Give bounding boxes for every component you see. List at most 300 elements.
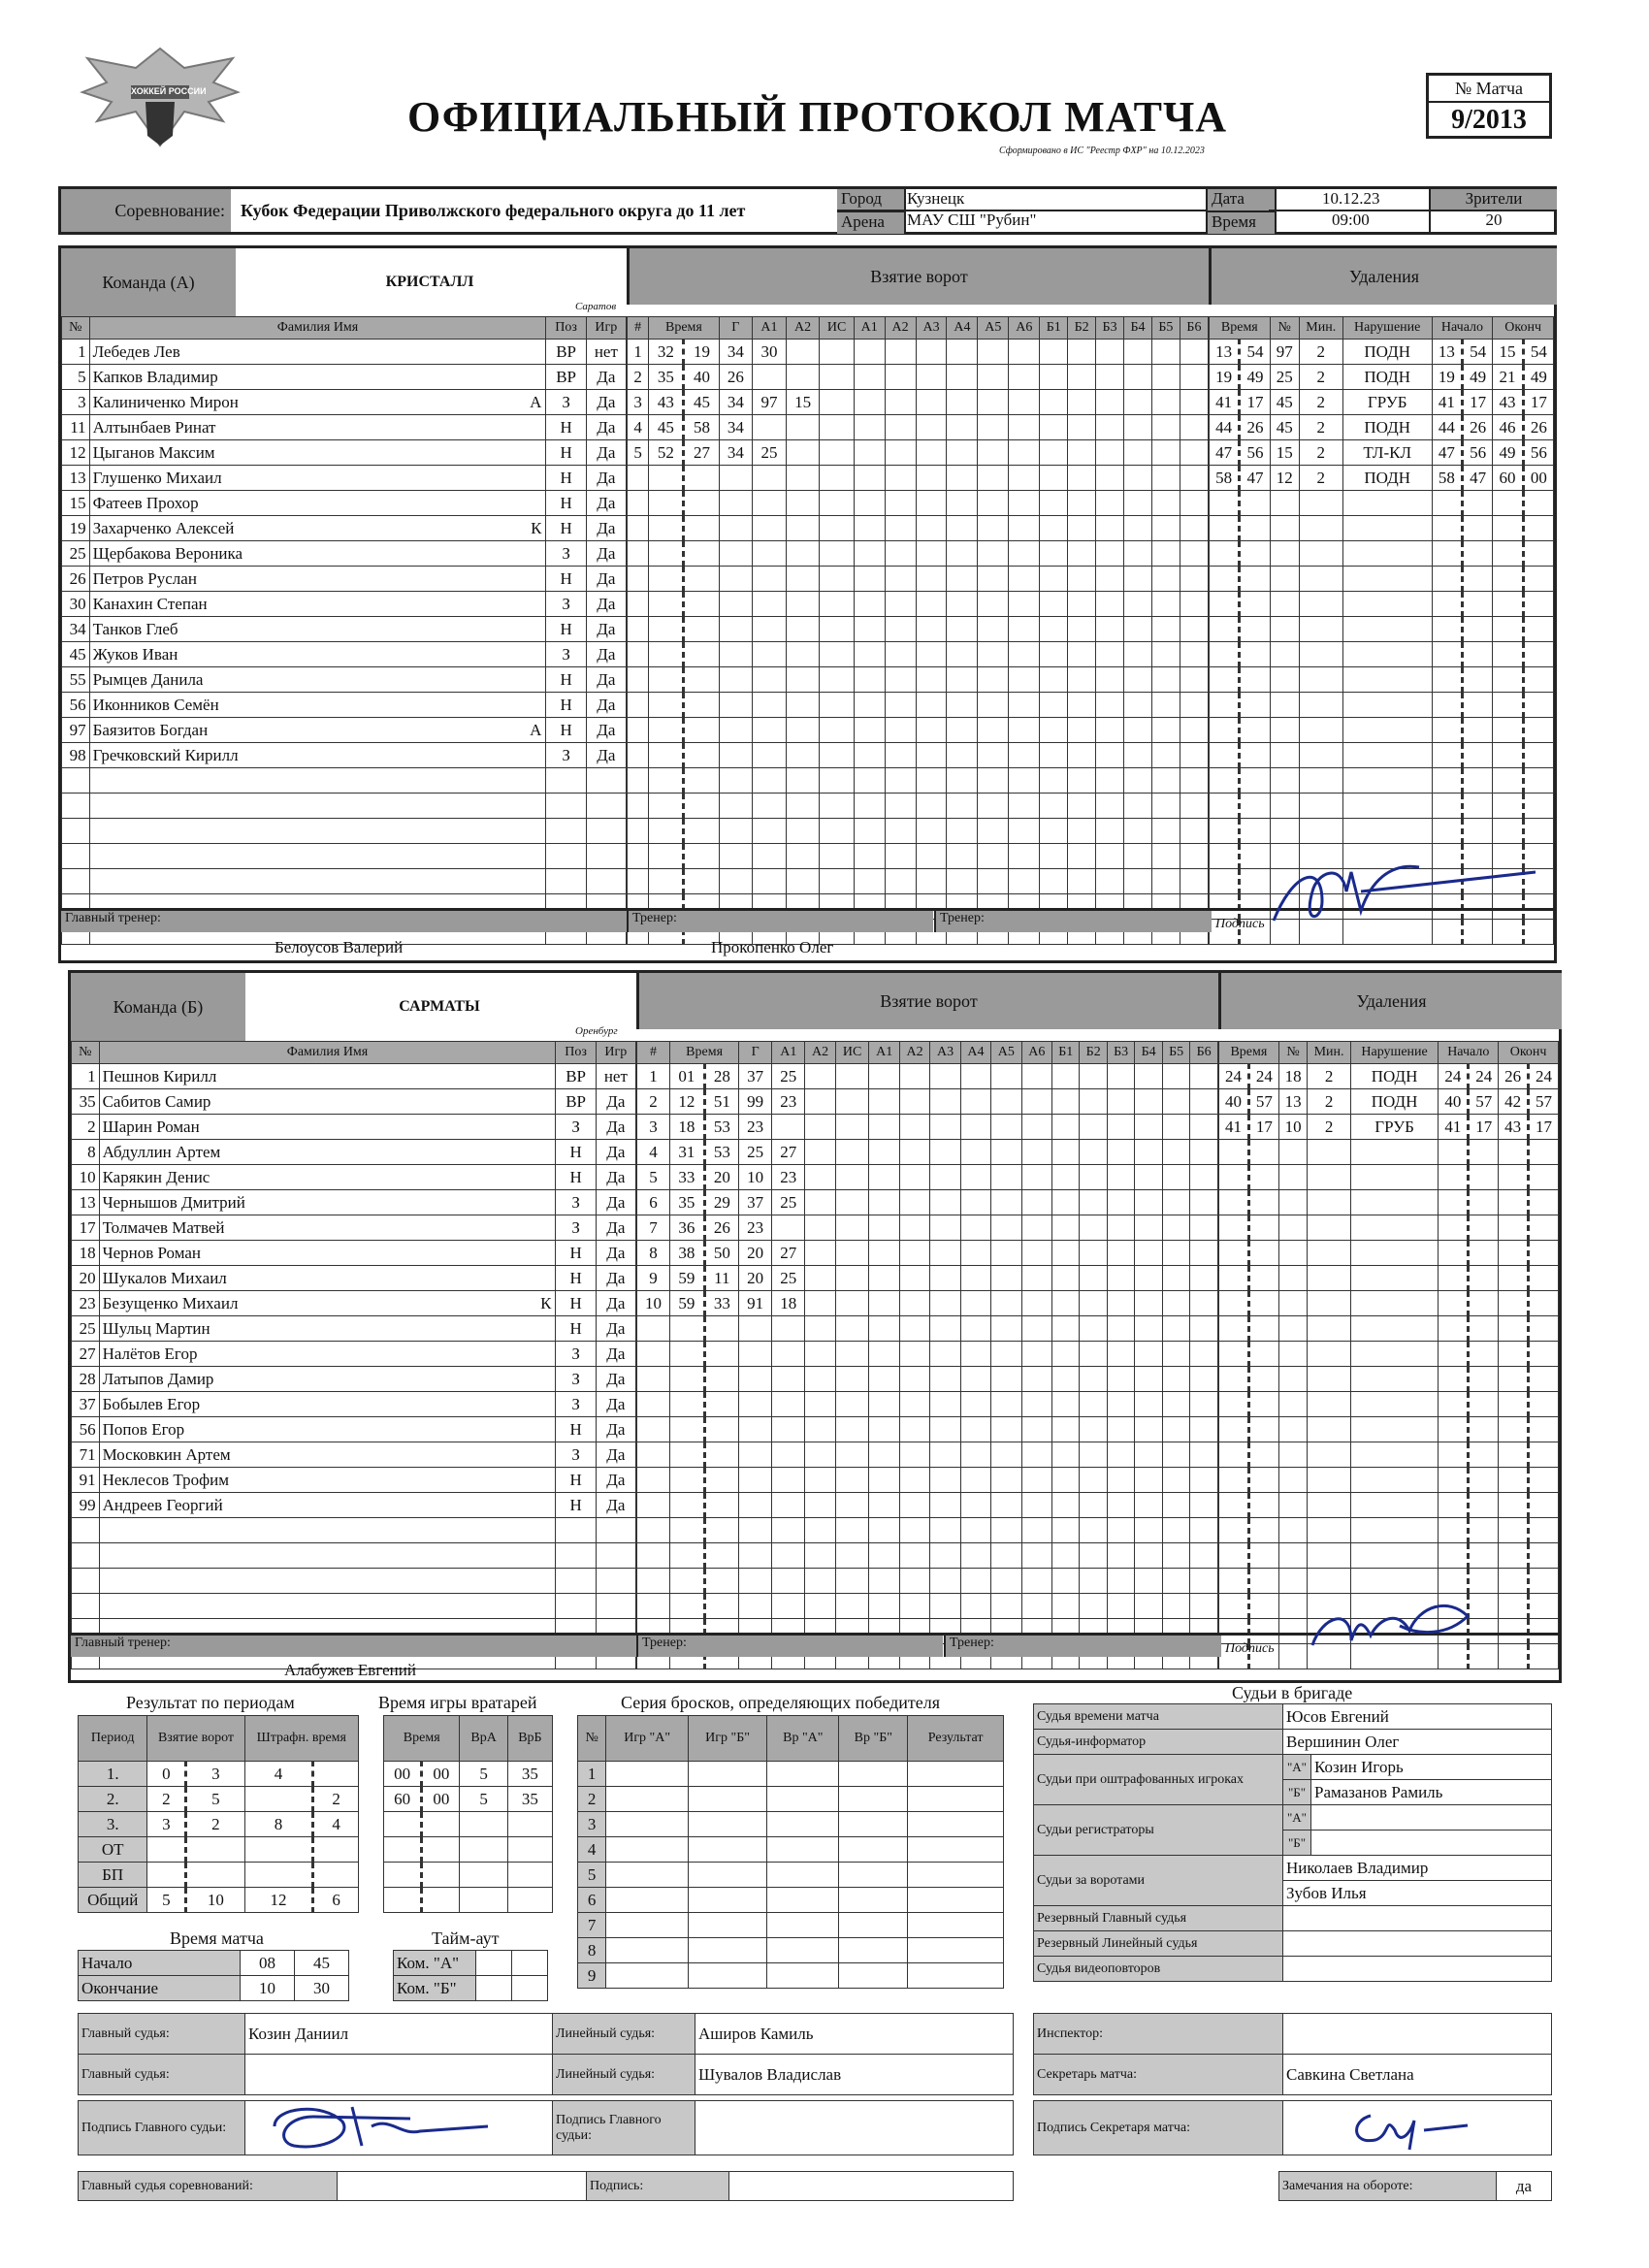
empty-cell [546, 869, 586, 894]
empty-cell [1162, 1190, 1189, 1215]
empty-cell [1469, 1316, 1499, 1342]
empty-cell [960, 1316, 990, 1342]
roster-row [72, 1543, 636, 1569]
empty-cell [1040, 819, 1068, 844]
team-a-name: КРИСТАЛЛ [385, 274, 474, 290]
empty-cell [1190, 1569, 1218, 1594]
player-name-cell [99, 1367, 556, 1392]
empty-cell [947, 743, 978, 768]
pen-second: 57 [1248, 1089, 1278, 1115]
empty-cell [1040, 491, 1068, 516]
player-position: Н [556, 1291, 596, 1316]
empty-cell [916, 567, 947, 592]
empty-cell [1068, 541, 1096, 567]
player-position: З [556, 1442, 596, 1468]
player-played: Да [586, 365, 626, 390]
empty-cell [930, 1518, 960, 1543]
empty-cell [1529, 1442, 1559, 1468]
period-pim-a: 8 [244, 1812, 313, 1837]
secretary-signature [1342, 2101, 1477, 2155]
empty-cell [684, 466, 719, 491]
player-name: Калиниченко Мирон [92, 392, 239, 411]
player-name: Чернышов Дмитрий [102, 1192, 245, 1212]
empty-cell [1124, 567, 1152, 592]
empty-cell [1009, 869, 1040, 894]
penalty-row [1219, 1367, 1559, 1392]
empty-cell [1180, 693, 1208, 718]
empty-cell [719, 869, 753, 894]
pen-col-end: Оконч [1493, 317, 1554, 340]
pen-violation: ТЛ-КЛ [1342, 440, 1432, 466]
empty-cell [1124, 869, 1152, 894]
empty-cell [1308, 1518, 1350, 1543]
coach-label-b: Тренер: [636, 1636, 943, 1657]
player-name: Андреев Георгий [102, 1495, 223, 1514]
col-num: № [72, 1042, 100, 1064]
player-name-cell [89, 440, 546, 466]
goal-minute: 45 [649, 415, 684, 440]
goal-scorer: 91 [739, 1291, 772, 1316]
empty-cell [1190, 1291, 1218, 1316]
empty-cell [1278, 1266, 1308, 1291]
empty-cell [854, 440, 885, 466]
logo [68, 39, 252, 160]
empty-cell [1219, 1140, 1249, 1165]
empty-cell [805, 1392, 835, 1417]
empty-cell [1342, 491, 1432, 516]
empty-cell [1342, 592, 1432, 617]
empty-cell [1190, 1594, 1218, 1619]
empty-cell [628, 743, 649, 768]
empty-cell [1009, 390, 1040, 415]
empty-cell [947, 567, 978, 592]
goal-row [628, 440, 1209, 466]
empty-cell [704, 1342, 739, 1367]
player-name-cell [89, 667, 546, 693]
empty-cell [1080, 1342, 1107, 1367]
empty-cell [1040, 592, 1068, 617]
player-played: Да [596, 1266, 635, 1291]
player-name: Петров Руслан [92, 568, 197, 588]
empty-cell [739, 1316, 772, 1342]
penalty-row [1219, 1392, 1559, 1417]
comp-ref-table [78, 2171, 1014, 2201]
player-position: З [556, 1392, 596, 1417]
player-played: Да [586, 592, 626, 617]
empty-cell [930, 1442, 960, 1468]
empty-cell [546, 794, 586, 819]
roster-row [62, 869, 627, 894]
pen-second: 17 [1248, 1115, 1278, 1140]
empty-cell [1432, 516, 1462, 541]
empty-cell [753, 819, 787, 844]
team-b-name: САРМАТЫ [399, 998, 480, 1015]
empty-cell [1052, 1543, 1080, 1569]
player-played: Да [586, 617, 626, 642]
player-number: 2 [72, 1115, 100, 1140]
empty-cell [1190, 1342, 1218, 1367]
period-goals-a [147, 1837, 186, 1863]
empty-cell [916, 617, 947, 642]
period-row [79, 1812, 359, 1837]
empty-cell [1240, 667, 1270, 693]
goal-row [628, 693, 1209, 718]
pen-start-sec: 17 [1462, 390, 1492, 415]
empty-cell [1462, 693, 1492, 718]
empty-cell [670, 1518, 705, 1543]
empty-cell [854, 541, 885, 567]
empty-cell [1529, 1342, 1559, 1367]
empty-cell [835, 1165, 869, 1190]
penalty-row [1210, 567, 1554, 592]
empty-cell [688, 1787, 766, 1812]
player-played: Да [596, 1367, 635, 1392]
pen-minute: 58 [1210, 466, 1240, 491]
empty-cell [978, 718, 1009, 743]
empty-cell [916, 642, 947, 667]
player-number: 23 [72, 1291, 100, 1316]
empty-cell [637, 1493, 670, 1518]
col-name: Фамилия Имя [89, 317, 546, 340]
empty-cell [1439, 1291, 1469, 1316]
penalty-row [1219, 1417, 1559, 1442]
empty-cell [899, 1266, 929, 1291]
empty-cell [1080, 1266, 1107, 1291]
empty-cell [1462, 617, 1492, 642]
empty-cell [753, 693, 787, 718]
empty-cell [1350, 1442, 1439, 1468]
empty-cell [960, 1417, 990, 1442]
penalty-row [1219, 1165, 1559, 1190]
pen-col-min: Мин. [1299, 317, 1342, 340]
goal-row [637, 1215, 1218, 1241]
penalty-row [1210, 365, 1554, 390]
empty-cell [1135, 1089, 1162, 1115]
empty-cell [1124, 743, 1152, 768]
empty-cell [1068, 743, 1096, 768]
player-number: 11 [62, 415, 90, 440]
empty-cell [649, 693, 684, 718]
empty-cell [1151, 440, 1180, 466]
empty-cell [1151, 541, 1180, 567]
penalty-row [1219, 1518, 1559, 1543]
ref-goal-label: Судьи за воротами [1034, 1856, 1283, 1906]
empty-cell [899, 1140, 929, 1165]
goal-assist-1 [753, 365, 787, 390]
empty-cell [1469, 1493, 1499, 1518]
goal-col-g_g: Г [739, 1042, 772, 1064]
empty-cell [1107, 1266, 1134, 1291]
penalty-row [1210, 390, 1554, 415]
empty-cell [960, 1140, 990, 1165]
empty-cell [991, 1367, 1021, 1392]
empty-cell [1052, 1266, 1080, 1291]
empty-cell [704, 1543, 739, 1569]
player-name-cell [89, 743, 546, 768]
empty-cell [786, 844, 820, 869]
player-number: 56 [62, 693, 90, 718]
period-row [79, 1787, 359, 1812]
empty-cell [1499, 1493, 1529, 1518]
spectators-label: Зрители [1429, 189, 1557, 210]
empty-cell [1278, 1165, 1308, 1190]
empty-cell [885, 567, 916, 592]
empty-cell [628, 794, 649, 819]
goal-col-assist: Б1 [1040, 317, 1068, 340]
info-bar [58, 186, 1557, 235]
goal-scorer: 20 [739, 1241, 772, 1266]
roster-row [72, 1442, 636, 1468]
empty-cell [1469, 1190, 1499, 1215]
empty-cell [1190, 1543, 1218, 1569]
empty-cell [1180, 743, 1208, 768]
empty-cell [1469, 1468, 1499, 1493]
empty-cell [1469, 1291, 1499, 1316]
empty-cell [1350, 1543, 1439, 1569]
player-name: Налётов Егор [102, 1344, 198, 1363]
empty-cell [384, 1837, 422, 1863]
empty-cell [1342, 667, 1432, 693]
player-name: Латыпов Дамир [102, 1369, 214, 1388]
empty-cell [89, 768, 546, 794]
empty-cell [835, 1316, 869, 1342]
empty-cell [1151, 491, 1180, 516]
goal-row [628, 794, 1209, 819]
empty-cell [1135, 1518, 1162, 1543]
empty-cell [1210, 541, 1240, 567]
empty-cell [930, 1241, 960, 1266]
empty-cell [1052, 1215, 1080, 1241]
empty-cell [1162, 1089, 1189, 1115]
empty-cell [1248, 1569, 1278, 1594]
player-name: Канахин Степан [92, 594, 208, 613]
empty-cell [1021, 1417, 1051, 1442]
empty-cell [839, 1812, 908, 1837]
empty-cell [991, 1543, 1021, 1569]
pen-col-end: Оконч [1499, 1042, 1559, 1064]
empty-cell [1052, 1342, 1080, 1367]
secretary-signature-table [1033, 2100, 1552, 2155]
empty-cell [637, 1417, 670, 1442]
empty-cell [1068, 340, 1096, 365]
empty-cell [899, 1594, 929, 1619]
player-position: З [556, 1367, 596, 1392]
empty-cell [991, 1140, 1021, 1165]
empty-cell [1052, 1569, 1080, 1594]
empty-cell [1162, 1165, 1189, 1190]
empty-cell [719, 592, 753, 617]
goal-col-g_time: Время [670, 1042, 739, 1064]
empty-cell [606, 1863, 689, 1888]
player-number: 5 [62, 365, 90, 390]
signature-label-b: Подпись [1225, 1641, 1275, 1656]
pen-start-min: 13 [1432, 340, 1462, 365]
empty-cell [546, 844, 586, 869]
empty-cell [820, 340, 854, 365]
empty-cell [908, 1938, 1004, 1963]
empty-cell [1021, 1215, 1051, 1241]
empty-cell [885, 819, 916, 844]
pen-violation: ПОДН [1342, 415, 1432, 440]
goal-scorer: 26 [719, 365, 753, 390]
goalie-minute: 00 [384, 1762, 422, 1787]
goal-col-g_hash: # [637, 1042, 670, 1064]
empty-cell [820, 516, 854, 541]
player-played: Да [596, 1140, 635, 1165]
empty-cell [704, 1569, 739, 1594]
empty-cell [1021, 1064, 1051, 1089]
empty-cell [1523, 567, 1553, 592]
empty-cell [805, 1518, 835, 1543]
empty-cell [753, 794, 787, 819]
player-name: Сабитов Самир [102, 1091, 211, 1111]
empty-cell [1052, 1442, 1080, 1468]
empty-cell [1350, 1241, 1439, 1266]
empty-cell [1219, 1392, 1249, 1417]
empty-cell [1135, 1342, 1162, 1367]
empty-cell [1240, 693, 1270, 718]
penalty-row [1210, 491, 1554, 516]
player-number: 19 [62, 516, 90, 541]
empty-cell [947, 592, 978, 617]
period-pim-b: 2 [313, 1787, 359, 1812]
penalty-row [1219, 1266, 1559, 1291]
team-a-goals [627, 316, 1209, 945]
player-name: Баязитов Богдан [92, 720, 209, 739]
empty-cell [960, 1089, 990, 1115]
penalty-row [1210, 768, 1554, 794]
player-position: ВР [546, 365, 586, 390]
empty-cell [739, 1367, 772, 1392]
team-b-goals-header: Взятие ворот [636, 973, 1218, 1029]
empty-cell [1021, 1367, 1051, 1392]
empty-cell [670, 1493, 705, 1518]
penalty-row [1210, 516, 1554, 541]
goalie-time-title: Время игры вратарей [378, 1693, 537, 1712]
empty-cell [820, 844, 854, 869]
empty-cell [1009, 415, 1040, 440]
empty-cell [1308, 1417, 1350, 1442]
empty-cell [1529, 1266, 1559, 1291]
empty-cell [606, 1963, 689, 1989]
goal-scorer: 99 [739, 1089, 772, 1115]
player-number: 27 [72, 1342, 100, 1367]
empty-cell [1151, 667, 1180, 693]
empty-cell [1308, 1266, 1350, 1291]
empty-cell [835, 1266, 869, 1291]
empty-cell [1107, 1342, 1134, 1367]
empty-cell [1529, 1543, 1559, 1569]
empty-cell [1278, 1493, 1308, 1518]
player-position: Н [556, 1140, 596, 1165]
penalty-row [1210, 466, 1554, 491]
empty-cell [1162, 1367, 1189, 1392]
period-label: ОТ [79, 1837, 147, 1863]
empty-cell [422, 1888, 460, 1913]
empty-cell [753, 592, 787, 617]
goal-row [628, 617, 1209, 642]
empty-cell [684, 642, 719, 667]
empty-cell [978, 440, 1009, 466]
empty-cell [1180, 642, 1208, 667]
pen-violation: ПОДН [1342, 365, 1432, 390]
empty-cell [1052, 1316, 1080, 1342]
goal-minute: 35 [670, 1190, 705, 1215]
empty-cell [1107, 1089, 1134, 1115]
goal-number: 4 [637, 1140, 670, 1165]
empty-cell [1096, 541, 1124, 567]
goalie-row [384, 1812, 553, 1837]
empty-cell [719, 819, 753, 844]
goal-row [637, 1316, 1218, 1342]
signature-label-a: Подпись [1215, 917, 1265, 931]
empty-cell [869, 1190, 899, 1215]
empty-cell [1151, 693, 1180, 718]
match-number-box [1426, 73, 1552, 139]
empty-cell [1240, 617, 1270, 642]
player-played: Да [596, 1089, 635, 1115]
empty-cell [1342, 642, 1432, 667]
goal-number: 3 [628, 390, 649, 415]
empty-cell [1080, 1442, 1107, 1468]
player-number: 99 [72, 1493, 100, 1518]
empty-cell [1096, 567, 1124, 592]
empty-cell [1469, 1215, 1499, 1241]
empty-cell [991, 1215, 1021, 1241]
goal-second: 33 [704, 1291, 739, 1316]
shootout-number: 5 [578, 1863, 606, 1888]
line-ref-label-2: Линейный судья: [553, 2055, 695, 2095]
goal-col-assist: A2 [899, 1042, 929, 1064]
empty-cell [885, 768, 916, 794]
roster-row [62, 693, 627, 718]
player-number: 12 [62, 440, 90, 466]
empty-cell [1124, 794, 1152, 819]
empty-cell [1270, 541, 1299, 567]
empty-cell [1270, 567, 1299, 592]
empty-cell [835, 1367, 869, 1392]
empty-cell [1068, 365, 1096, 390]
player-played: Да [596, 1115, 635, 1140]
empty-cell [930, 1468, 960, 1493]
empty-cell [991, 1165, 1021, 1190]
pen-minutes: 2 [1308, 1115, 1350, 1140]
empty-cell [422, 1863, 460, 1888]
empty-cell [596, 1518, 635, 1543]
empty-cell [1350, 1291, 1439, 1316]
shootout-number: 9 [578, 1963, 606, 1989]
empty-cell [869, 1064, 899, 1089]
goal-col-g_time: Время [649, 317, 719, 340]
empty-cell [869, 1442, 899, 1468]
player-number: 28 [72, 1367, 100, 1392]
empty-cell [1068, 844, 1096, 869]
ref-registrar-a-tag: "А" [1283, 1805, 1311, 1831]
goal-assist-1: 23 [772, 1089, 805, 1115]
empty-cell [1219, 1165, 1249, 1190]
empty-cell [1021, 1115, 1051, 1140]
player-name-cell [99, 1241, 556, 1266]
period-goals-a: 2 [147, 1787, 186, 1812]
goalie-time-table [383, 1715, 553, 1913]
empty-cell [1350, 1468, 1439, 1493]
match-start-h: 08 [241, 1951, 295, 1976]
empty-cell [684, 617, 719, 642]
goal-row [637, 1241, 1218, 1266]
player-name-cell [99, 1064, 556, 1089]
player-played: Да [586, 491, 626, 516]
empty-cell [1135, 1215, 1162, 1241]
